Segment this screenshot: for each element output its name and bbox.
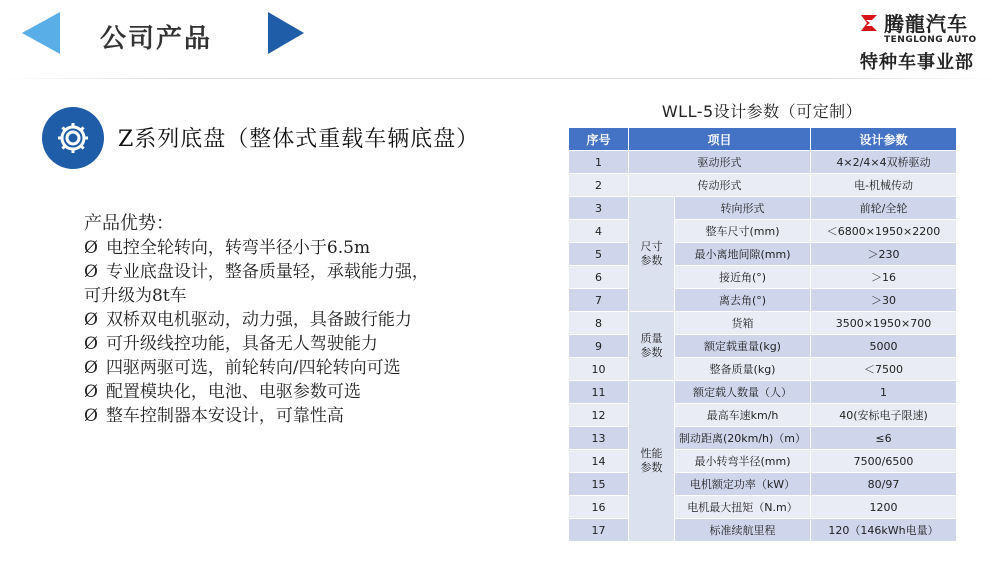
- table-row: [569, 266, 957, 289]
- department-name: 特种车事业部: [860, 52, 974, 73]
- table-cell: 3: [569, 197, 629, 220]
- header-divider: [0, 78, 1000, 79]
- table-row: [569, 174, 957, 197]
- table-cell: 最小离地间隙(mm): [675, 243, 811, 266]
- table-row: [569, 335, 957, 358]
- table-row: [569, 243, 957, 266]
- table-row: [569, 289, 957, 312]
- table-cell: ＞16: [811, 266, 957, 289]
- table-cell: ＜6800×1950×2200: [811, 220, 957, 243]
- group-label-mass: 质量参数: [629, 312, 675, 381]
- table-cell: 最高车速km/h: [675, 404, 811, 427]
- table-cell: 16: [569, 496, 629, 519]
- table-row: [569, 151, 957, 174]
- section-title: Z系列底盘（整体式重载车辆底盘）: [118, 127, 480, 152]
- table-cell: 17: [569, 519, 629, 542]
- table-row: [569, 358, 957, 381]
- table-row: [569, 427, 957, 450]
- table-cell: 4×2/4×4双桥驱动: [811, 151, 957, 174]
- table-caption: WLL-5设计参数（可定制）: [661, 102, 863, 121]
- table-cell: 14: [569, 450, 629, 473]
- table-row: [569, 450, 957, 473]
- gear-icon: [42, 107, 104, 169]
- advantages-list: [84, 236, 514, 428]
- list-item: Ø 四驱两驱可选，前轮转向/四轮转向可选: [84, 358, 401, 378]
- table-cell: 7: [569, 289, 629, 312]
- table-cell: 离去角(°): [675, 289, 811, 312]
- list-item: Ø 可升级线控功能，具备无人驾驶能力: [84, 334, 378, 354]
- next-arrow-icon[interactable]: [266, 12, 306, 58]
- column-header-value: 设计参数: [811, 128, 957, 151]
- table-cell: 货箱: [675, 312, 811, 335]
- table-cell: 电机额定功率（kW）: [675, 473, 811, 496]
- table-cell: 15: [569, 473, 629, 496]
- table-row: [569, 404, 957, 427]
- list-item: Ø 整车控制器本安设计，可靠性高: [84, 406, 344, 426]
- table-cell: 额定载重量(kg): [675, 335, 811, 358]
- group-label-size: 尺寸参数: [629, 197, 675, 312]
- previous-arrow-icon[interactable]: [22, 12, 62, 58]
- list-item: Ø 配置模块化，电池、电驱参数可选: [84, 382, 361, 402]
- table-cell: 120（146kWh电量）: [811, 519, 957, 542]
- group-label-performance: 性能参数: [629, 381, 675, 542]
- tenglong-logo-icon: [858, 12, 880, 34]
- spec-table: [568, 127, 957, 542]
- table-cell: 1200: [811, 496, 957, 519]
- table-cell: 10: [569, 358, 629, 381]
- table-row: [569, 381, 957, 404]
- table-cell: 整备质量(kg): [675, 358, 811, 381]
- logo-name-en: TENGLONG AUTO: [884, 35, 977, 45]
- table-cell: 前轮/全轮: [811, 197, 957, 220]
- table-row: [569, 473, 957, 496]
- table-row: [569, 496, 957, 519]
- table-cell: 11: [569, 381, 629, 404]
- table-row: [569, 220, 957, 243]
- company-logo: [858, 8, 988, 45]
- table-cell: 制动距离(20km/h)（m）: [675, 427, 811, 450]
- table-cell: 标准续航里程: [675, 519, 811, 542]
- table-cell: 额定载人数量（人）: [675, 381, 811, 404]
- header: [0, 0, 1000, 80]
- table-header-row: [569, 128, 957, 151]
- table-cell: 3500×1950×700: [811, 312, 957, 335]
- table-cell: 1: [811, 381, 957, 404]
- logo-name-cn: 腾龍汽车: [884, 12, 968, 36]
- table-cell: 40(安标电子限速): [811, 404, 957, 427]
- table-cell: 1: [569, 151, 629, 174]
- table-cell: 13: [569, 427, 629, 450]
- table-cell: 6: [569, 266, 629, 289]
- table-cell: 电-机械传动: [811, 174, 957, 197]
- table-cell: 12: [569, 404, 629, 427]
- column-header-item: 项目: [629, 128, 811, 151]
- table-cell: 5000: [811, 335, 957, 358]
- advantages-heading: 产品优势：: [84, 213, 174, 234]
- table-row: [569, 312, 957, 335]
- table-cell: ＜7500: [811, 358, 957, 381]
- table-cell: 最小转弯半径(mm): [675, 450, 811, 473]
- table-row: [569, 519, 957, 542]
- table-cell: 整车尺寸(mm): [675, 220, 811, 243]
- table-row: [569, 197, 957, 220]
- table-cell: 接近角(°): [675, 266, 811, 289]
- table-cell: 7500/6500: [811, 450, 957, 473]
- table-cell: ≤6: [811, 427, 957, 450]
- table-cell: 8: [569, 312, 629, 335]
- table-cell: 5: [569, 243, 629, 266]
- table-cell: ＞230: [811, 243, 957, 266]
- column-header-no: 序号: [569, 128, 629, 151]
- page-title: 公司产品: [100, 24, 213, 54]
- table-cell: 2: [569, 174, 629, 197]
- table-cell: 80/97: [811, 473, 957, 496]
- list-item: Ø 电控全轮转向，转弯半径小于6.5m: [84, 238, 371, 258]
- list-item-continuation: 可升级为8t车: [84, 286, 187, 306]
- list-item: Ø 专业底盘设计，整备质量轻，承载能力强，: [84, 262, 429, 282]
- table-cell: 传动形式: [629, 174, 811, 197]
- table-cell: ＞30: [811, 289, 957, 312]
- table-cell: 转向形式: [675, 197, 811, 220]
- table-cell: 驱动形式: [629, 151, 811, 174]
- table-cell: 9: [569, 335, 629, 358]
- list-item: Ø 双桥双电机驱动，动力强，具备跛行能力: [84, 310, 412, 330]
- table-cell: 4: [569, 220, 629, 243]
- table-cell: 电机最大扭矩（N.m）: [675, 496, 811, 519]
